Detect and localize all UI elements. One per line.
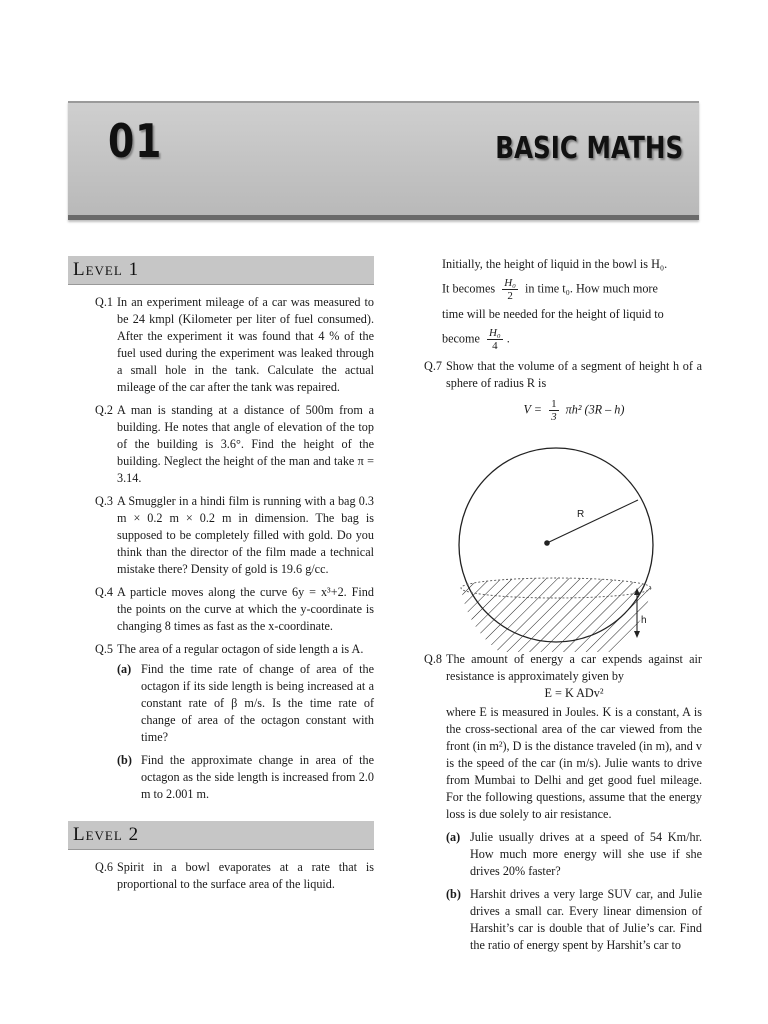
question-number: Q.3: [95, 494, 113, 508]
level-2-heading: Level 2: [68, 821, 374, 850]
sub-question-a: [117, 661, 374, 746]
right-column: [414, 256, 702, 437]
sub-question-a: [446, 829, 702, 880]
sub-label: (b): [446, 887, 461, 901]
sub-text: Find the approximate change in area of the octagon as the side length is increased from 2.0 m to 2.001 m.: [141, 753, 374, 801]
question-text: Show that the volume of a segment of height h of a sphere of radius R is: [446, 359, 702, 390]
question-number: Q.5: [95, 642, 113, 656]
height-arrow-bottom: [634, 631, 640, 638]
question-2: [68, 402, 374, 487]
q6-line-1: Initially, the height of liquid in the bowl is H₀.: [442, 257, 668, 271]
question-6-continued: [414, 256, 702, 352]
question-text: A Smuggler in a hindi film is running with a bag 0.3 m × 0.2 m × 0.2 m in dimension. The bag is supposed to be completely filled with gold. Do you think than the director of the film made a technical mistake there? Density of gold is 19.6 g/cc.: [117, 494, 374, 576]
question-number: Q.4: [95, 585, 113, 599]
sub-text: Julie usually drives at a speed of 54 Km/hr. How much more energy will she use if she drives 20% faster?: [470, 830, 702, 878]
question-text: The area of a regular octagon of side length a is A.: [117, 642, 364, 656]
sub-text: Harshit drives a very large SUV car, and Julie drives a small car. Every linear dimension of Harshit’s car is double that of Julie’s car. Find the ratio of energy spent by Harshit’s car to: [470, 887, 702, 952]
question-text: The amount of energy a car expends against air resistance is approximately given by: [446, 652, 702, 683]
question-3: [68, 493, 374, 578]
question-8: [397, 651, 702, 960]
sub-text: Find the time rate of change of area of the octagon if its side length is being increased at a constant rate of β m/s. Is the time rate of change of area of the octagon constant with time?: [141, 662, 374, 744]
question-7: [397, 358, 702, 431]
question-number: Q.7: [424, 359, 442, 373]
volume-formula: V = $\frac{1}{3}$ πh² (3R – h): [523, 398, 625, 423]
question-6: [68, 859, 374, 893]
sub-label: (a): [446, 830, 461, 844]
fraction-h0-over-4: $\frac{\text{H₀}}{4}$: [488, 327, 501, 352]
q6-line-4: become $\frac{\text{H₀}}{4}$ .: [442, 327, 510, 352]
radius-line: [547, 500, 638, 543]
q6-line-2: It becomes $\frac{\text{H₀}}{2}$ in time t₀. How much more: [442, 277, 658, 302]
energy-formula: E = K ADv²: [544, 686, 604, 700]
fraction-h0-over-2: $\frac{\text{H₀}}{2}$: [504, 277, 516, 302]
sub-question-b: [446, 886, 702, 954]
question-4: [68, 584, 374, 635]
question-text: In an experiment mileage of a car was measured to be 24 kmpl (Kilometer per liter of fuel consumed). After the experiment it was found that 4 % of the fuel used during the experiment was leaked through a small hole in the tank. Calculate the actual mileage of the car after the tank was repaired.: [117, 295, 374, 394]
question-body: where E is measured in Joules. K is a constant, A is the cross-sectional area of the car viewed from the front (in m²), D is the distance traveled (in m), and v is the speed of the car (in m/s). Julie wants to drive from Mumbai to Delhi and get good fuel mileage. For the following questions, assume that the energy loss is due solely to air resistance.: [446, 705, 702, 821]
q6-line-3: time will be needed for the height of liquid to: [442, 307, 664, 321]
left-column: [68, 256, 374, 899]
chapter-number: 01: [108, 114, 163, 168]
fraction-1-over-3: $\frac{1}{3}$: [551, 398, 557, 423]
question-number: Q.8: [424, 652, 442, 666]
question-number: Q.6: [95, 860, 113, 874]
question-number: Q.1: [95, 295, 113, 309]
height-label: h: [641, 615, 647, 626]
level-1-heading: Level 1: [68, 256, 374, 285]
sub-question-b: [117, 752, 374, 803]
chapter-banner: [68, 101, 699, 220]
question-1: [68, 294, 374, 396]
radius-label: R: [577, 509, 585, 520]
sphere-segment-figure: [449, 438, 663, 652]
chapter-title: BASIC MATHS: [495, 131, 683, 166]
question-number: Q.2: [95, 403, 113, 417]
question-text: A man is standing at a distance of 500m from a building. He notes that angle of elevation of the top of the building is 3.6°. Find the height of the building. Neglect the height of the man and take π = 3.14.: [117, 403, 374, 485]
sub-label: (a): [117, 662, 132, 676]
sub-label: (b): [117, 753, 132, 767]
question-5: [68, 641, 374, 809]
question-text: A particle moves along the curve 6y = x³+2. Find the points on the curve at which the y-coordinate is changing 8 times as fast as the x-coordinate.: [117, 585, 374, 633]
question-text: Spirit in a bowl evaporates at a rate that is proportional to the surface area of the liquid.: [117, 860, 374, 891]
